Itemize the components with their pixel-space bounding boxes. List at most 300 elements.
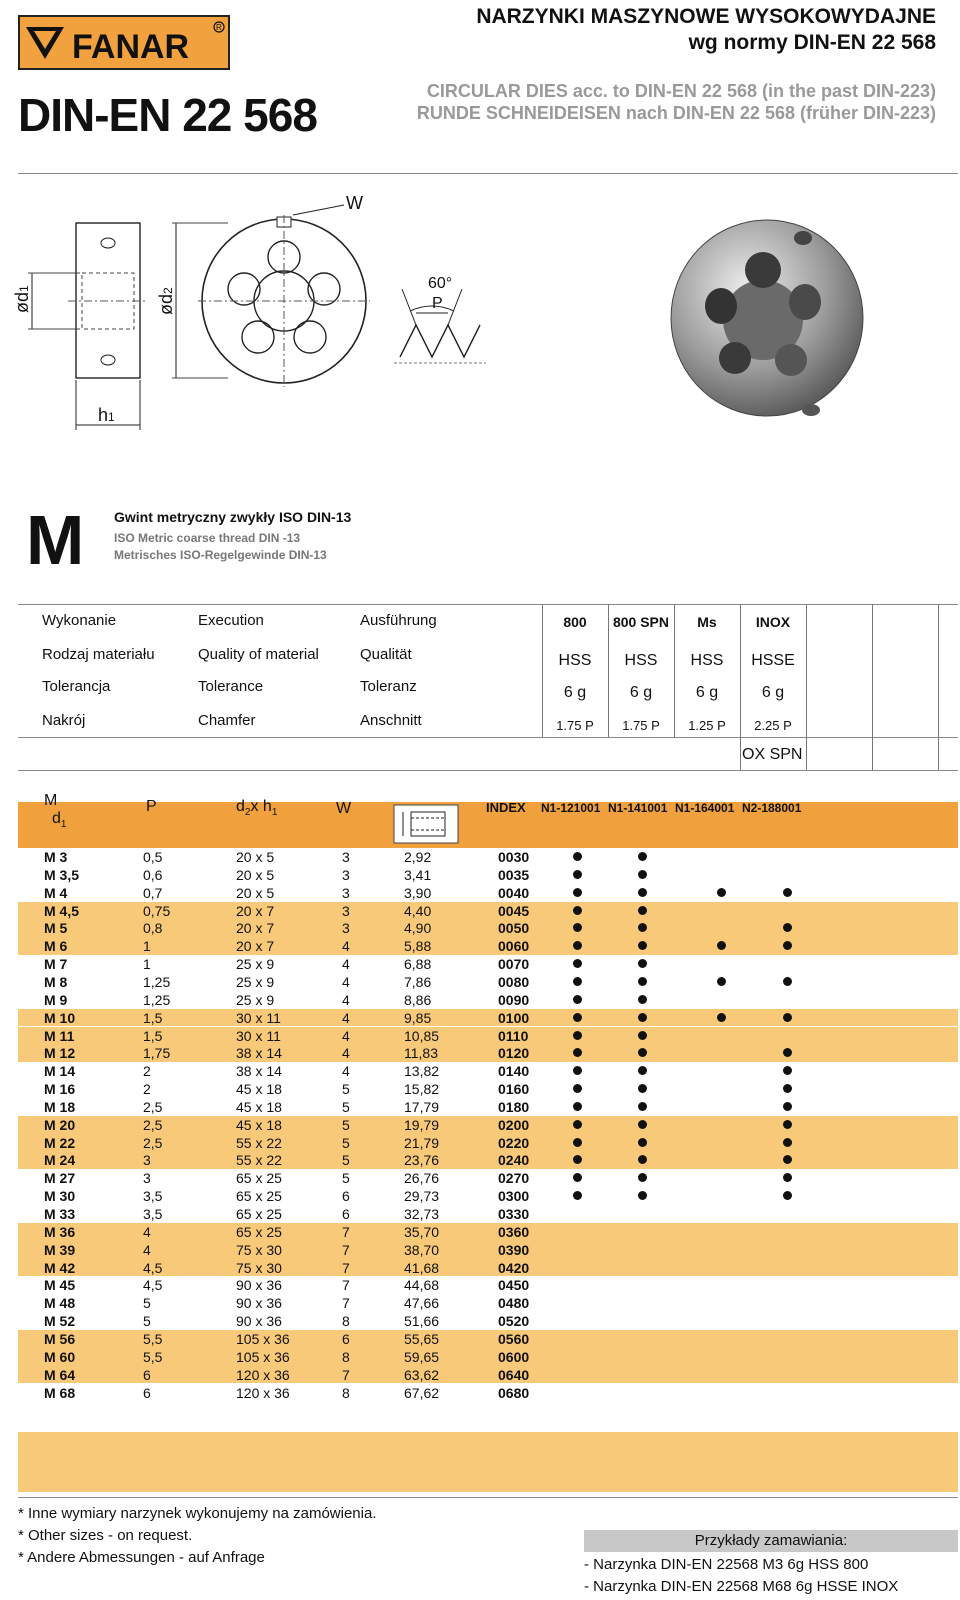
depth-cell: 44,68 [404, 1277, 440, 1294]
size-cell: M 3 [44, 849, 68, 865]
col-d1-header: $d_1$ [52, 810, 67, 831]
dimension-cell: 25 x 9 [236, 991, 275, 1008]
title-polish [476, 4, 936, 56]
dimension-cell: 20 x 7 [236, 902, 275, 919]
spec-label-pl: Tolerancja [42, 678, 111, 695]
availability-dot-icon [638, 995, 647, 1004]
depth-cell: 11,83 [404, 1045, 438, 1062]
size-cell: M 27 [44, 1170, 76, 1187]
pitch-cell: 4 [143, 1241, 151, 1258]
w-label: W [346, 193, 363, 213]
pitch-cell: 1,25 [143, 991, 171, 1008]
spec-label-en: Quality of material [198, 646, 319, 663]
spec-label-de: Toleranz [360, 678, 417, 695]
spec-value: 6 g [761, 684, 785, 701]
dimension-cell: 20 x 5 [236, 866, 275, 883]
size-cell: M 60 [44, 1348, 76, 1365]
availability-dot-icon [573, 1120, 582, 1129]
pitch-cell: 2,5 [143, 1098, 163, 1115]
size-cell: M 22 [44, 1134, 76, 1151]
width-cell: 4 [342, 938, 350, 955]
availability-dot-icon [783, 1173, 792, 1182]
index-cell: 0100 [498, 1009, 530, 1026]
availability-dot-icon [638, 977, 647, 986]
spec-value: HSS [558, 652, 592, 669]
pitch-cell: 1,25 [143, 973, 171, 990]
width-cell: 4 [342, 991, 350, 1008]
width-cell: 5 [342, 1116, 350, 1133]
index-cell: 0045 [498, 902, 530, 919]
spec-value: 6 g [563, 684, 587, 701]
pitch-cell: 1 [143, 938, 151, 955]
size-cell: M 12 [44, 1045, 76, 1062]
note-english: * Other sizes - on request. [18, 1527, 193, 1544]
depth-cell: 13,82 [404, 1063, 440, 1080]
col-w-header: W [336, 800, 352, 817]
pitch-cell: 4,5 [143, 1277, 163, 1294]
row-band [18, 1241, 958, 1259]
availability-dot-icon [573, 1191, 582, 1200]
index-cell: 0680 [498, 1384, 530, 1401]
dimension-cell: 75 x 30 [236, 1241, 282, 1258]
pitch-cell: 2 [143, 1063, 151, 1080]
width-cell: 3 [342, 866, 350, 883]
width-cell: 5 [342, 1152, 350, 1169]
index-cell: 0300 [498, 1188, 530, 1205]
dimension-cell: 75 x 30 [236, 1259, 282, 1276]
availability-dot-icon [638, 1102, 647, 1111]
spec-value: 800 [563, 614, 587, 630]
spec-value: 1.75 P [556, 718, 594, 733]
availability-dot-icon [573, 977, 582, 986]
depth-cell: 15,82 [404, 1081, 440, 1098]
availability-dot-icon [717, 977, 726, 986]
size-cell: M 42 [44, 1259, 76, 1276]
availability-dot-icon [783, 1191, 792, 1200]
index-cell: 0420 [498, 1259, 530, 1276]
availability-dot-icon [717, 888, 726, 897]
size-cell: M 68 [44, 1384, 76, 1401]
size-cell: M 18 [44, 1098, 76, 1115]
index-cell: 0640 [498, 1366, 530, 1383]
thread-german: Metrisches ISO-Regelgewinde DIN-13 [114, 548, 327, 562]
index-cell: 0080 [498, 973, 530, 990]
width-cell: 7 [342, 1259, 350, 1276]
index-cell: 0600 [498, 1348, 530, 1365]
width-cell: 6 [342, 1330, 350, 1347]
width-cell: 8 [342, 1313, 350, 1330]
dimension-cell: 38 x 14 [236, 1063, 282, 1080]
depth-cell: 2,92 [404, 849, 432, 865]
spec-value: 1.75 P [622, 718, 660, 733]
thread-polish: Gwint metryczny zwykły ISO DIN-13 [114, 509, 352, 525]
width-cell: 5 [342, 1170, 350, 1187]
dimension-cell: 30 x 11 [236, 1027, 281, 1044]
spec-value: 800 SPN [612, 614, 670, 630]
die-photo [655, 210, 870, 425]
size-cell: M 11 [44, 1027, 75, 1044]
index-cell: 0030 [498, 849, 530, 865]
pitch-cell: 4 [143, 1223, 151, 1240]
spec-label-de: Qualität [360, 646, 412, 663]
availability-dot-icon [573, 852, 582, 861]
depth-cell: 59,65 [404, 1348, 440, 1365]
size-cell: M 16 [44, 1081, 76, 1098]
availability-dot-icon [638, 1191, 647, 1200]
column-code-header: N1-164001 [675, 801, 735, 815]
dimension-cell: 65 x 25 [236, 1206, 282, 1222]
depth-cell: 23,76 [404, 1152, 440, 1169]
index-cell: 0180 [498, 1098, 530, 1115]
width-cell: 3 [342, 920, 350, 937]
depth-cell: 63,62 [404, 1366, 440, 1383]
width-cell: 7 [342, 1366, 350, 1383]
width-cell: 7 [342, 1223, 350, 1240]
depth-cell: 3,41 [404, 866, 432, 883]
dimension-cell: 25 x 9 [236, 973, 275, 990]
pitch-cell: 5 [143, 1295, 151, 1312]
spec-bottom-rule [18, 737, 958, 738]
dimension-cell: 55 x 22 [236, 1134, 282, 1151]
pitch-cell: 3,5 [143, 1206, 163, 1222]
width-cell: 5 [342, 1098, 350, 1115]
availability-dot-icon [638, 888, 647, 897]
width-cell: 5 [342, 1134, 350, 1151]
pitch-cell: 5,5 [143, 1348, 163, 1365]
col-index-header: INDEX [486, 800, 526, 815]
spec-value: HSS [690, 652, 724, 669]
dimension-cell: 25 x 9 [236, 956, 275, 973]
thread-letter: M [26, 501, 85, 579]
availability-dot-icon [783, 1120, 792, 1129]
pitch-cell: 3,5 [143, 1188, 163, 1205]
depth-cell: 5,88 [404, 938, 432, 955]
availability-dot-icon [783, 1138, 792, 1147]
size-cell: M 7 [44, 956, 68, 973]
pitch-cell: 2,5 [143, 1134, 163, 1151]
availability-dot-icon [573, 1173, 582, 1182]
width-cell: 4 [342, 973, 350, 990]
dimension-cell: 20 x 7 [236, 920, 275, 937]
availability-dot-icon [717, 1013, 726, 1022]
pitch-label: P [432, 295, 443, 312]
title-polish-line-2: wg normy DIN-EN 22 568 [688, 31, 936, 54]
depth-cell: 26,76 [404, 1170, 440, 1187]
availability-dot-icon [638, 870, 647, 879]
dimension-cell: 90 x 36 [236, 1313, 282, 1330]
depth-cell: 4,90 [404, 920, 432, 937]
depth-cell: 3,90 [404, 884, 432, 901]
depth-cell: 8,86 [404, 991, 432, 1008]
depth-cell: 67,62 [404, 1384, 440, 1401]
spec-value: 6 g [629, 684, 653, 701]
row-band [18, 1366, 958, 1384]
depth-cell: 32,73 [404, 1206, 440, 1222]
depth-cell: 10,85 [404, 1027, 440, 1044]
availability-dot-icon [638, 1013, 647, 1022]
size-cell: M 24 [44, 1152, 76, 1169]
pitch-cell: 2,5 [143, 1116, 163, 1133]
pitch-cell: 4,5 [143, 1259, 163, 1276]
pitch-cell: 0,6 [143, 866, 163, 883]
width-cell: 4 [342, 1009, 350, 1026]
index-cell: 0110 [498, 1027, 529, 1044]
brand-name: FANAR [72, 28, 190, 66]
availability-dot-icon [638, 1066, 647, 1075]
index-cell: 0040 [498, 884, 530, 901]
size-cell: M 10 [44, 1009, 76, 1026]
index-cell: 0050 [498, 920, 530, 937]
size-cell: M 20 [44, 1116, 76, 1133]
width-cell: 4 [342, 1027, 350, 1044]
availability-dot-icon [638, 959, 647, 968]
depth-cell: 41,68 [404, 1259, 440, 1276]
spec-label-pl: Wykonanie [42, 612, 117, 629]
availability-dot-icon [783, 888, 792, 897]
width-cell: 5 [342, 1081, 350, 1098]
dimension-cell: 20 x 5 [236, 849, 275, 865]
size-cell: M 33 [44, 1206, 76, 1222]
index-cell: 0035 [498, 866, 530, 883]
size-cell: M 4,5 [44, 902, 80, 919]
row-band [18, 1151, 958, 1169]
size-cell: M 4 [44, 884, 68, 901]
depth-cell: 6,88 [404, 956, 432, 973]
depth-cell: 47,66 [404, 1295, 440, 1312]
availability-dot-icon [638, 1120, 647, 1129]
size-cell: M 9 [44, 991, 68, 1008]
pitch-cell: 1,5 [143, 1027, 163, 1044]
row-band [18, 1432, 958, 1492]
pitch-cell: 3 [143, 1170, 151, 1187]
svg-text:R: R [216, 23, 222, 32]
index-cell: 0140 [498, 1063, 530, 1080]
width-cell: 3 [342, 849, 350, 865]
availability-dot-icon [638, 1084, 647, 1093]
dimension-cell: 45 x 18 [236, 1116, 282, 1133]
pitch-cell: 0,5 [143, 849, 163, 865]
pitch-cell: 1 [143, 956, 151, 973]
availability-dot-icon [638, 1173, 647, 1182]
availability-dot-icon [638, 852, 647, 861]
depth-cell: 4,40 [404, 902, 432, 919]
h1-label: h1 [98, 405, 115, 425]
size-cell: M 56 [44, 1330, 76, 1347]
spec-top-rule [18, 604, 958, 605]
availability-dot-icon [573, 1138, 582, 1147]
index-cell: 0450 [498, 1277, 530, 1294]
dimension-cell: 30 x 11 [236, 1009, 281, 1026]
note-polish: * Inne wymiary narzynek wykonujemy na zamówienia. [18, 1505, 377, 1522]
dimension-cell: 45 x 18 [236, 1098, 282, 1115]
size-cell: M 6 [44, 938, 68, 955]
width-cell: 7 [342, 1277, 350, 1294]
fanar-logo-icon [20, 17, 228, 68]
pitch-cell: 0,8 [143, 920, 163, 937]
index-cell: 0200 [498, 1116, 530, 1133]
depth-cell: 19,79 [404, 1116, 440, 1133]
column-code-header: N2-188001 [742, 801, 802, 815]
index-cell: 0120 [498, 1045, 530, 1062]
width-cell: 4 [342, 1045, 350, 1062]
pitch-cell: 6 [143, 1384, 151, 1401]
size-cell: M 48 [44, 1295, 76, 1312]
title-german: RUNDE SCHNEIDEISEN nach DIN-EN 22 568 (früher DIN-223) [416, 103, 936, 123]
pitch-cell: 1,75 [143, 1045, 171, 1062]
availability-dot-icon [783, 1013, 792, 1022]
availability-dot-icon [573, 959, 582, 968]
pitch-cell: 5,5 [143, 1330, 163, 1347]
spec-label-pl: Rodzaj materiału [42, 646, 155, 663]
title-polish-line-1: NARZYNKI MASZYNOWE WYSOKOWYDAJNE [476, 5, 936, 28]
width-cell: 4 [342, 956, 350, 973]
pitch-cell: 6 [143, 1366, 151, 1383]
index-cell: 0480 [498, 1295, 530, 1312]
note-german: * Andere Abmessungen - auf Anfrage [18, 1549, 265, 1566]
col-dim-header: $d_2x$ $h_1$ [236, 798, 278, 819]
pitch-cell: 5 [143, 1313, 151, 1330]
depth-cell: 29,73 [404, 1188, 440, 1205]
pitch-cell: 0,7 [143, 884, 163, 901]
depth-cell: 38,70 [404, 1241, 440, 1258]
index-cell: 0160 [498, 1081, 530, 1098]
spec-label-de: Anschnitt [360, 712, 422, 729]
d1-label: ød1 [12, 285, 32, 313]
depth-cell: 35,70 [404, 1223, 440, 1240]
technical-drawing [12, 185, 498, 445]
angle-label: 60° [428, 275, 453, 292]
width-cell: 7 [342, 1295, 350, 1312]
thread-english: ISO Metric coarse thread DIN -13 [114, 531, 301, 545]
example-1: - Narzynka DIN-EN 22568 M3 6g HSS 800 [584, 1556, 869, 1573]
spec-label-en: Tolerance [198, 678, 264, 695]
depth-cell: 17,79 [404, 1098, 440, 1115]
col-m-header: M [44, 792, 58, 809]
availability-dot-icon [783, 1066, 792, 1075]
dimension-cell: 20 x 5 [236, 884, 275, 901]
dimension-cell: 65 x 25 [236, 1170, 282, 1187]
availability-dot-icon [573, 1066, 582, 1075]
examples-title: Przykłady zamawiania: [584, 1530, 958, 1552]
size-cell: M 3,5 [44, 866, 80, 883]
availability-dot-icon [573, 1013, 582, 1022]
pitch-cell: 0,75 [143, 902, 171, 919]
index-cell: 0060 [498, 938, 530, 955]
index-cell: 0270 [498, 1170, 530, 1187]
index-cell: 0240 [498, 1152, 530, 1169]
d2-label: ød2 [156, 287, 176, 315]
dimension-cell: 65 x 25 [236, 1223, 282, 1240]
spec-extra-rule [18, 770, 958, 771]
size-cell: M 45 [44, 1277, 76, 1294]
availability-dot-icon [783, 977, 792, 986]
availability-dot-icon [783, 1102, 792, 1111]
dimension-cell: 105 x 36 [236, 1348, 290, 1365]
dimension-cell: 55 x 22 [236, 1152, 282, 1169]
pitch-cell: 1,5 [143, 1009, 163, 1026]
spec-label-pl: Nakrój [42, 712, 86, 729]
depth-cell: 51,66 [404, 1313, 440, 1330]
index-cell: 0360 [498, 1223, 530, 1240]
availability-dot-icon [573, 888, 582, 897]
title-translations [417, 80, 936, 124]
depth-cell: 21,79 [404, 1134, 440, 1151]
row-band [18, 1223, 958, 1241]
pitch-cell: 3 [143, 1152, 151, 1169]
column-code-header: N1-121001 [541, 801, 601, 815]
availability-dot-icon [638, 1138, 647, 1147]
depth-cell: 55,65 [404, 1330, 440, 1347]
dimension-cell: 45 x 18 [236, 1081, 282, 1098]
spec-value: 1.25 P [688, 718, 726, 733]
size-cell: M 30 [44, 1188, 76, 1205]
header-divider [18, 173, 958, 174]
column-code-header: N1-141001 [608, 801, 668, 815]
size-cell: M 5 [44, 920, 68, 937]
index-cell: 0090 [498, 991, 530, 1008]
size-cell: M 14 [44, 1063, 76, 1080]
dimension-cell: 90 x 36 [236, 1277, 282, 1294]
dimension-cell: 105 x 36 [236, 1330, 290, 1347]
row-band [18, 937, 958, 955]
width-cell: 7 [342, 1241, 350, 1258]
index-cell: 0070 [498, 956, 530, 973]
dimension-cell: 65 x 25 [236, 1188, 282, 1205]
dimension-cell: 120 x 36 [236, 1366, 290, 1383]
thread-depth-icon [393, 804, 459, 844]
depth-cell: 9,85 [404, 1009, 432, 1026]
availability-dot-icon [783, 1084, 792, 1093]
title-english: CIRCULAR DIES acc. to DIN-EN 22 568 (in the past DIN-223) [426, 81, 936, 101]
size-cell: M 39 [44, 1241, 76, 1258]
index-cell: 0330 [498, 1206, 530, 1222]
availability-dot-icon [573, 1031, 582, 1040]
spec-label-en: Chamfer [198, 712, 256, 729]
availability-dot-icon [573, 1102, 582, 1111]
spec-label-de: Ausführung [360, 612, 437, 629]
spec-value: HSSE [751, 652, 795, 669]
index-cell: 0560 [498, 1330, 530, 1347]
width-cell: 3 [342, 902, 350, 919]
availability-dot-icon [573, 995, 582, 1004]
availability-dot-icon [573, 906, 582, 915]
width-cell: 6 [342, 1188, 350, 1205]
size-cell: M 64 [44, 1366, 76, 1383]
size-cell: M 8 [44, 973, 68, 990]
availability-dot-icon [573, 1084, 582, 1093]
size-cell: M 36 [44, 1223, 76, 1240]
pitch-cell: 2 [143, 1081, 151, 1098]
spec-label-en: Execution [198, 612, 264, 629]
availability-dot-icon [638, 906, 647, 915]
index-cell: 0520 [498, 1313, 530, 1330]
width-cell: 4 [342, 1063, 350, 1080]
width-cell: 6 [342, 1206, 350, 1222]
spec-value: INOX [755, 614, 791, 630]
spec-value: HSS [624, 652, 658, 669]
footer-rule [18, 1497, 958, 1498]
spec-value: 2.25 P [754, 718, 792, 733]
dimension-cell: 38 x 14 [236, 1045, 282, 1062]
spec-extra-label: OX SPN [742, 746, 803, 763]
brand-logo [18, 15, 230, 70]
depth-cell: 7,86 [404, 973, 432, 990]
dimension-cell: 90 x 36 [236, 1295, 282, 1312]
example-2: - Narzynka DIN-EN 22568 M68 6g HSSE INOX [584, 1578, 899, 1595]
standard-title: DIN-EN 22 568 [18, 89, 317, 141]
width-cell: 8 [342, 1384, 350, 1401]
availability-dot-icon [638, 1031, 647, 1040]
